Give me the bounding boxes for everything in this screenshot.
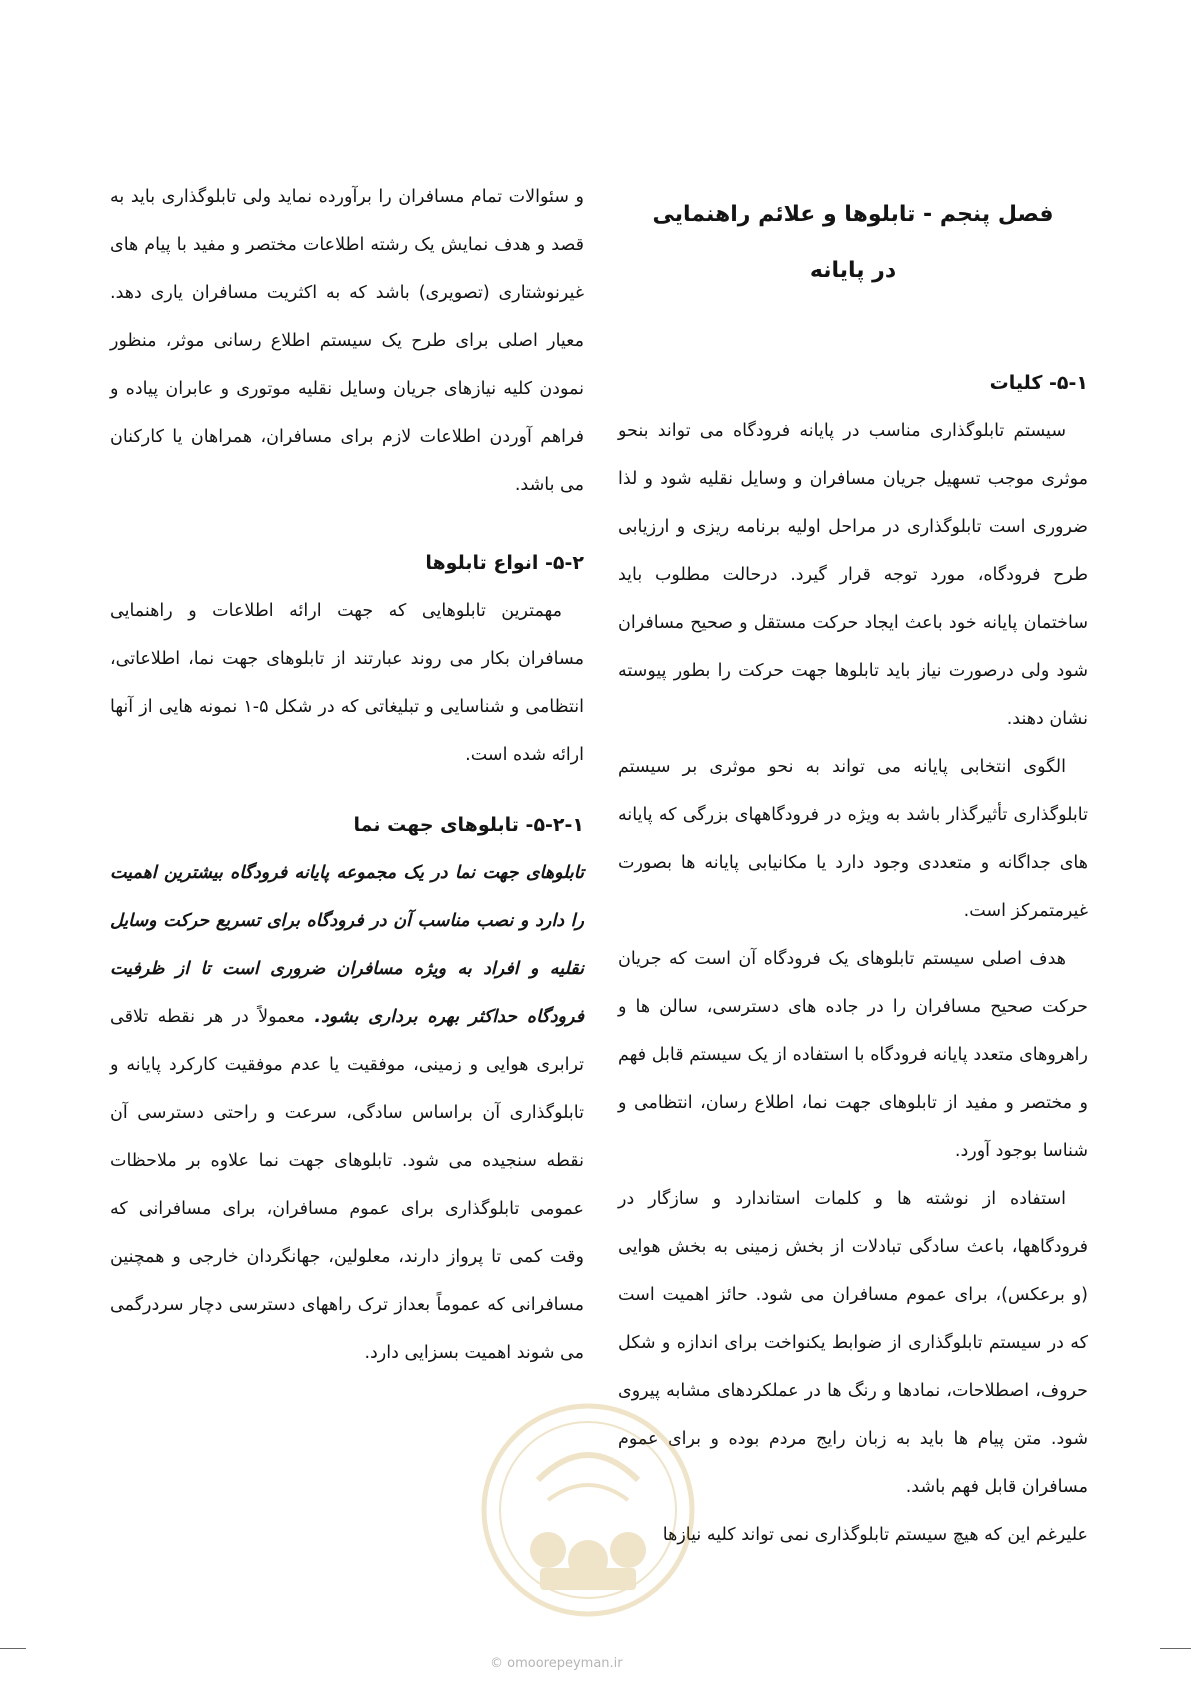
scan-mark [0,1648,26,1649]
paragraph: سیستم تابلوگذاری مناسب در پایانه فرودگاه می تواند بنحو موثری موجب تسهیل جریان مسافران و وسایل نقلیه شود و لذا ضروری است تابلوگذاری در مراحل اولیه برنامه ریزی و ارزیابی طرح فرودگاه، مورد توجه قرار گیرد. درحالت مطلوب باید ساختمان پایانه خود باعث ایجاد حرکت مستقل و صحیح مسافران شود ولی درصورت نیاز باید تابلوها جهت حرکت را بطور پیوسته نشان دهند. [618,421,1088,729]
paragraph: علیرغم این که هیچ سیستم تابلوگذاری نمی تواند کلیه نیازها [662,1525,1088,1545]
section-heading-5-2-1: ۵-۲-۱- تابلوهای جهت نما [353,814,584,836]
right-column [618,173,1088,1559]
chapter-title-line-1: فصل پنجم - تابلوها و علائم راهنمایی [652,202,1054,227]
paragraph: هدف اصلی سیستم تابلوهای یک فرودگاه آن است که جریان حرکت صحیح مسافران را در جاده های دسترسی، سالن ها و راهروهای متعدد پایانه فرودگاه با استفاده از یک سیستم قابل فهم و مختصر و مفید از تابلوهای جهت نما، اطلاع رسان، انتظامی و شناسا بوجود آورد. [618,949,1088,1161]
section-heading-5-1: ۵-۱- کلیات [989,372,1088,394]
emphasized-text: تابلوهای جهت نما در یک مجموعه پایانه فرودگاه بیشترین اهمیت را دارد و نصب مناسب آن در فرودگاه برای تسریع حرکت وسایل نقلیه و افراد به ویژه مسافران ضروری است تا از ظرفیت فرودگاه حداکثر بهره برداری بشود. [110,863,584,1027]
paragraph-text: معمولاً در هر نقطه تلاقی ترابری هوایی و زمینی، موفقیت یا عدم موفقیت کارکرد پایانه و تابلوگذاری آن براساس سادگی، سرعت و راحتی دسترسی آن نقطه سنجیده می شود. تابلوهای جهت نما علاوه بر ملاحظات عمومی تابلوگذاری برای عموم مسافران، برای مسافرانی که وقت کمی تا پرواز دارند، معلولین، جهانگردان خارجی و همچنین مسافرانی که عموماً بعداز ترک راههای دسترسی دچار سردرگمی می شوند اهمیت بسزایی دارد. [110,1007,584,1363]
copyright-icon: © [490,1656,503,1671]
watermark-text: omoorepeyman.ir [507,1656,623,1671]
paragraph: استفاده از نوشته ها و کلمات استاندارد و سازگار در فرودگاهها، باعث سادگی تبادلات از بخش زمینی به بخش هوایی (و برعکس)، برای عموم مسافران می شود. حائز اهمیت است که در سیستم تابلوگذاری از ضوابط یکنواخت برای اندازه و شکل حروف، اصطلاحات، نمادها و رنگ ها در عملکردهای مشابه پیروی شود. متن پیام ها باید به زبان رایج مردم بوده و برای عموم مسافران قابل فهم باشد. [618,1189,1088,1497]
paragraph: الگوی انتخابی پایانه می تواند به نحو موثری بر سیستم تابلوگذاری تأثیرگذار باشد به ویژه در فرودگاههای بزرگی که پایانه های جداگانه و متعددی وجود دارد یا مکانیابی پایانه ها بصورت غیرمتمرکز است. [618,757,1088,921]
section-heading-5-2: ۵-۲- انواع تابلوها [425,552,584,574]
paragraph: و سئوالات تمام مسافران را برآورده نماید ولی تابلوگذاری باید به قصد و هدف نمایش یک رشته اطلاعات مختصر و مفید با پیام های غیرنوشتاری (تصویری) باشد که به اکثریت مسافران یاری دهد. معیار اصلی برای طرح یک سیستم اطلاع رسانی موثر، منظور نمودن کلیه نیازهای جریان وسایل نقلیه موتوری و عابران پیاده و فراهم آوردن اطلاعات لازم برای مسافران، همراهان یا کارکنان می باشد. [110,187,584,495]
website-watermark [490,1656,623,1671]
chapter-title [618,187,1088,299]
chapter-title-line-2: در پایانه [809,258,897,283]
scan-mark [1160,1648,1191,1649]
left-column [110,173,584,1377]
paragraph [110,849,584,1377]
paragraph: مهمترین تابلوهایی که جهت ارائه اطلاعات و راهنمایی مسافران بکار می روند عبارتند از تابلوهای جهت نما، اطلاعاتی، انتظامی و شناسایی و تبلیغاتی که در شکل ۵-۱ نمونه هایی از آنها ارائه شده است. [110,601,584,765]
